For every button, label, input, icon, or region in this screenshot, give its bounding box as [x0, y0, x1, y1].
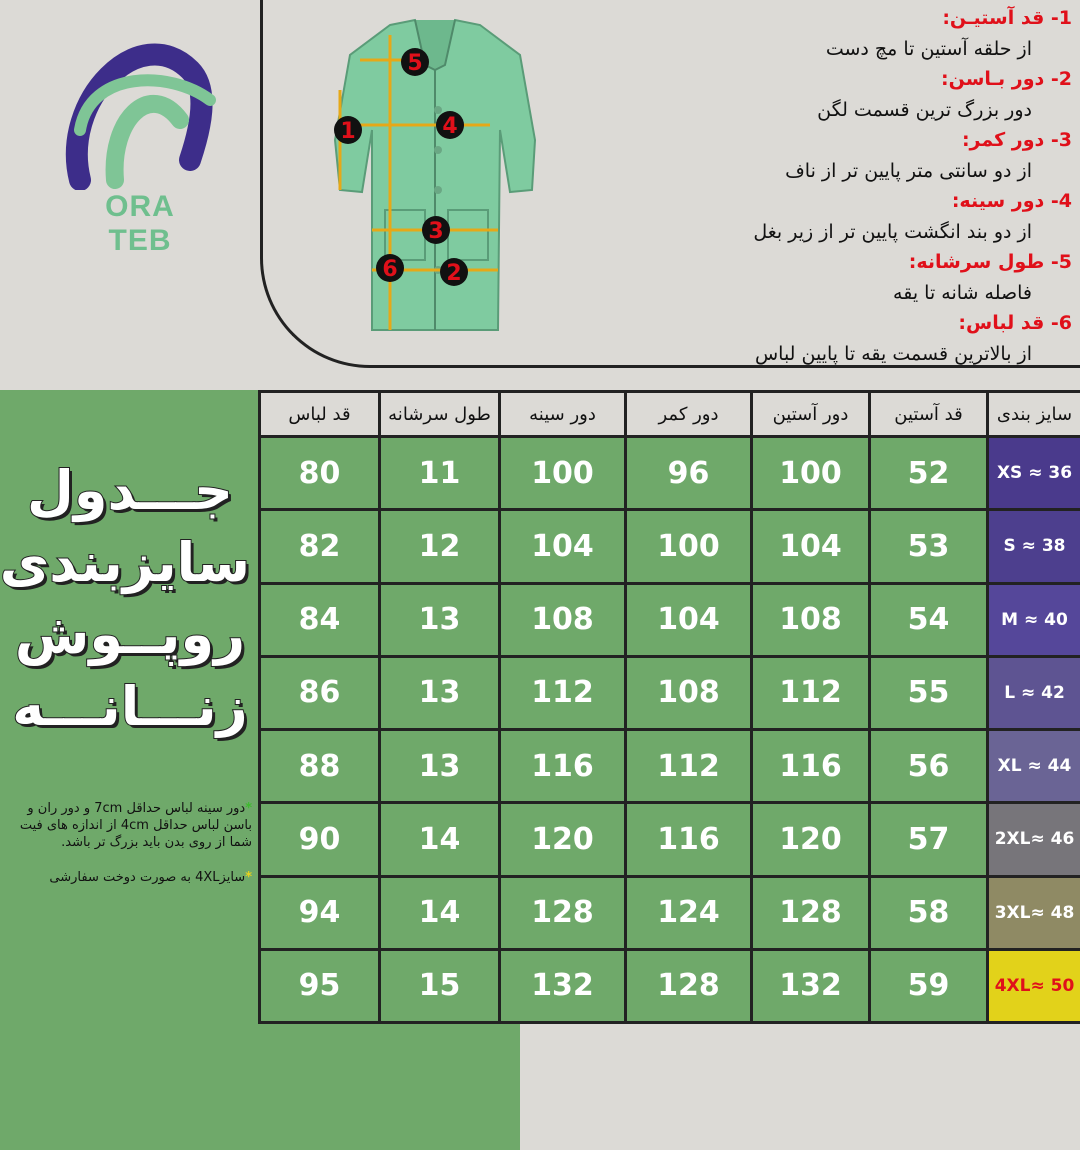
notes — [12, 800, 252, 904]
instruction-title: 6- قد لباس: — [532, 311, 1072, 336]
marker-3 — [422, 216, 450, 244]
value-cell: 124 — [626, 876, 752, 949]
value-cell: 14 — [380, 876, 500, 949]
lab-coat-illustration — [320, 10, 550, 340]
table-header-row — [260, 392, 1080, 437]
value-cell: 112 — [626, 730, 752, 803]
measurement-instructions — [532, 6, 1072, 372]
value-cell: 116 — [752, 730, 870, 803]
value-cell: 82 — [260, 510, 380, 583]
header-shoulder: طول سرشانه — [380, 392, 500, 437]
star-icon: * — [245, 870, 252, 885]
instruction-desc: فاصله شانه تا یقه — [532, 275, 1072, 311]
value-cell: 104 — [752, 510, 870, 583]
value-cell: 90 — [260, 803, 380, 876]
instruction-desc: دور بزرگ ترین قسمت لگن — [532, 92, 1072, 128]
value-cell: 55 — [870, 656, 988, 729]
header-sleeve-length: قد آستین — [870, 392, 988, 437]
value-cell: 108 — [626, 656, 752, 729]
note-2: *سایز4XL به صورت دوخت سفارشی — [12, 869, 252, 886]
header-length: قد لباس — [260, 392, 380, 437]
table-row — [260, 510, 1080, 583]
brand-name: ORA TEB — [70, 190, 210, 258]
table-row — [260, 876, 1080, 949]
svg-text:4: 4 — [442, 114, 457, 139]
value-cell: 58 — [870, 876, 988, 949]
svg-text:5: 5 — [407, 51, 422, 76]
table-row — [260, 730, 1080, 803]
value-cell: 12 — [380, 510, 500, 583]
value-cell: 108 — [752, 583, 870, 656]
size-cell: XS ≈ 36 — [988, 437, 1080, 510]
header-sleeve-width: دور آستین — [752, 392, 870, 437]
value-cell: 80 — [260, 437, 380, 510]
instruction-title: 2- دور بـاسن: — [532, 67, 1072, 92]
value-cell: 120 — [752, 803, 870, 876]
value-cell: 13 — [380, 583, 500, 656]
size-cell: M ≈ 40 — [988, 583, 1080, 656]
value-cell: 84 — [260, 583, 380, 656]
value-cell: 13 — [380, 730, 500, 803]
star-icon: * — [245, 801, 252, 816]
header-chest: دور سینه — [500, 392, 626, 437]
instruction-desc: از حلقه آستین تا مچ دست — [532, 31, 1072, 67]
value-cell: 104 — [626, 583, 752, 656]
value-cell: 59 — [870, 949, 988, 1022]
instruction-title: 4- دور سینه: — [532, 189, 1072, 214]
title-line: جـــدول — [10, 455, 250, 527]
value-cell: 11 — [380, 437, 500, 510]
value-cell: 100 — [626, 510, 752, 583]
marker-5 — [401, 48, 429, 76]
instruction-desc: از دو بند انگشت پایین تر از زیر بغل — [532, 214, 1072, 250]
header-size: سایز بندی — [988, 392, 1080, 437]
note-1: *دور سینه لباس حداقل 7cm و دور ران و باسن لباس حداقل 4cm از اندازه های فیت شما از روی بدن باید بزرگ تر باشد. — [12, 800, 252, 851]
value-cell: 128 — [626, 949, 752, 1022]
table-row — [260, 656, 1080, 729]
value-cell: 88 — [260, 730, 380, 803]
instruction-desc: از بالاترین قسمت یقه تا پایین لباس — [532, 336, 1072, 372]
value-cell: 100 — [500, 437, 626, 510]
size-cell: 2XL≈ 46 — [988, 803, 1080, 876]
value-cell: 54 — [870, 583, 988, 656]
size-cell: 3XL≈ 48 — [988, 876, 1080, 949]
title-line: سایزبندی — [10, 527, 250, 599]
size-cell: XL ≈ 44 — [988, 730, 1080, 803]
svg-text:3: 3 — [428, 219, 443, 244]
table-row — [260, 949, 1080, 1022]
value-cell: 100 — [752, 437, 870, 510]
value-cell: 108 — [500, 583, 626, 656]
size-cell: S ≈ 38 — [988, 510, 1080, 583]
value-cell: 104 — [500, 510, 626, 583]
value-cell: 13 — [380, 656, 500, 729]
svg-text:6: 6 — [382, 257, 397, 282]
value-cell: 112 — [500, 656, 626, 729]
svg-text:1: 1 — [340, 119, 355, 144]
table-row — [260, 583, 1080, 656]
value-cell: 132 — [500, 949, 626, 1022]
svg-text:2: 2 — [446, 261, 461, 286]
value-cell: 128 — [500, 876, 626, 949]
table-row — [260, 803, 1080, 876]
value-cell: 14 — [380, 803, 500, 876]
value-cell: 86 — [260, 656, 380, 729]
table-row — [260, 437, 1080, 510]
value-cell: 95 — [260, 949, 380, 1022]
value-cell: 116 — [626, 803, 752, 876]
instruction-desc: از دو سانتی متر پایین تر از ناف — [532, 153, 1072, 189]
size-cell: L ≈ 42 — [988, 656, 1080, 729]
brand-logo — [60, 30, 220, 200]
value-cell: 57 — [870, 803, 988, 876]
value-cell: 128 — [752, 876, 870, 949]
instruction-title: 5- طول سرشانه: — [532, 250, 1072, 275]
instruction-title: 3- دور کمر: — [532, 128, 1072, 153]
value-cell: 52 — [870, 437, 988, 510]
value-cell: 96 — [626, 437, 752, 510]
title-line: روپــوش — [10, 599, 250, 671]
value-cell: 94 — [260, 876, 380, 949]
value-cell: 112 — [752, 656, 870, 729]
marker-6 — [376, 254, 404, 282]
size-cell: 4XL≈ 50 — [988, 949, 1080, 1022]
value-cell: 120 — [500, 803, 626, 876]
page-title — [10, 455, 250, 743]
value-cell: 53 — [870, 510, 988, 583]
value-cell: 56 — [870, 730, 988, 803]
marker-2 — [440, 258, 468, 286]
instruction-title: 1- قد آستیـن: — [532, 6, 1072, 31]
logo-mark-icon — [60, 30, 220, 190]
value-cell: 132 — [752, 949, 870, 1022]
size-table — [258, 390, 1080, 1024]
marker-1 — [334, 116, 362, 144]
value-cell: 15 — [380, 949, 500, 1022]
value-cell: 116 — [500, 730, 626, 803]
marker-4 — [436, 111, 464, 139]
title-line: زنـــانـــه — [10, 671, 250, 743]
header-waist: دور کمر — [626, 392, 752, 437]
